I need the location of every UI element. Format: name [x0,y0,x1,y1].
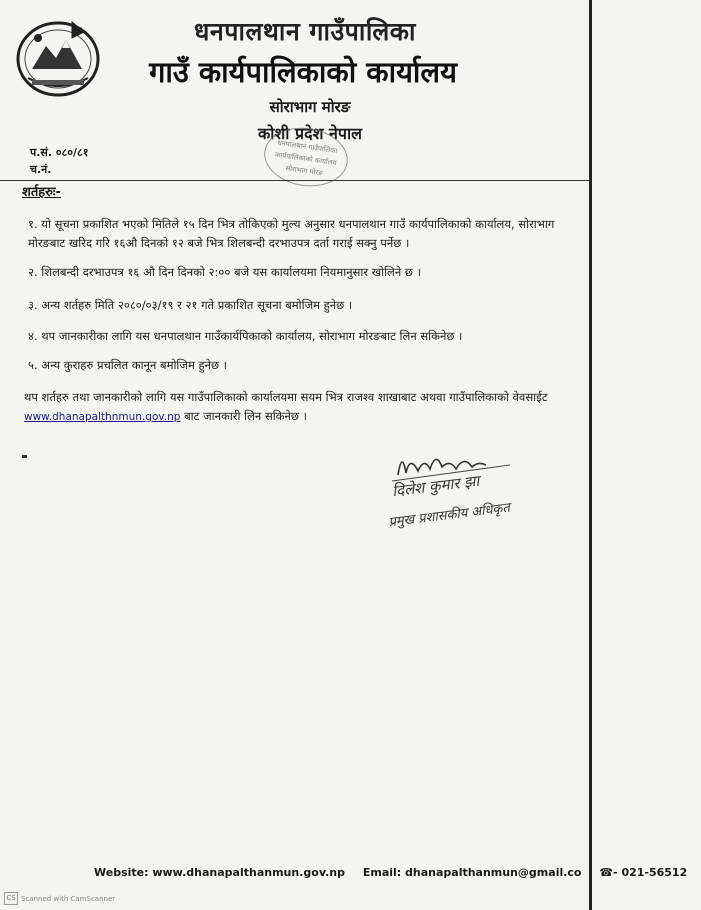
municipality-name: धनपालथान गाउँपालिका [194,17,416,46]
letter-number: प.सं. ०८०/८१ [30,146,89,159]
condition-item-1: १. यो सूचना प्रकाशित भएको मितिले १५ दिन भित्र तोकिएको मुल्य अनुसार धनपालथान गाउँ कार्यपालिकाको कार्यालय, सोराभाग मोरङबाट खरिद गरि १६औ दिनको १२ बजे भित्र शिलबन्दी दरभाउपत्र दर्ता गराई सक्नु पर्नेछ । [28,217,555,250]
scan-edge [589,0,592,910]
website-link[interactable]: www.dhanapalthnmun.gov.np [24,411,181,423]
closing-text-before: थप शर्तहरु तथा जानकारीको लागि यस गाउँपालिकाको कार्यालयमा सयम भित्र राजश्व शाखाबाट अथवा गाउँपालिकाको वेवसाईट [24,390,548,404]
margin-mark [22,455,27,458]
camscanner-logo-icon: CS [4,892,18,905]
handwritten-signature [390,445,560,555]
dispatch-number: च.नं. [30,163,52,176]
footer [94,866,688,879]
office-stamp: धनपालथान गाउँपालिका कार्यपालिकाको कार्यालय सोराभाग मोरङ [260,122,351,191]
location-line: सोराभाग मोरङ [269,98,351,116]
condition-item-2: २. शिलबन्दी दरभाउपत्र १६ औ दिन दिनको २:०० बजे यस कार्यालयमा नियमानुसार खोलिने छ । [28,265,421,279]
condition-item-3: ३. अन्य शर्तहरु मिति २०८०/०३/१९ र २१ गते प्रकाशित सूचना बमोजिम हुनेछ । [28,298,353,312]
closing-paragraph [24,388,580,427]
conditions-heading: शर्तहरुः- [22,185,61,200]
nepal-emblem-icon [12,14,104,100]
province-line: कोशी प्रदेश नेपाल [257,124,363,143]
signatory-name: दिलेश कुमार झा [391,471,481,501]
header-divider [0,180,592,181]
closing-text-after: बाट जानकारी लिन सकिनेछ । [184,409,308,423]
signatory-designation: प्रमुख प्रशासकीय अधिकृत [387,500,511,531]
footer-website: Website: www.dhanapalthanmun.gov.np [94,866,345,879]
scanner-text: Scanned with CamScanner [21,894,116,903]
footer-email: Email: dhanapalthanmun@gmail.co [362,866,582,879]
office-name: गाउँ कार्यपालिकाको कार्यालय [149,55,457,89]
condition-item-4: ४. थप जानकारीका लागि यस धनपालथान गाउँकार्यपिकाको कार्यालय, सोराभाग मोरङबाट लिन सकिनेछ । [28,329,463,343]
footer-phone: ☎- 021-56512 [599,866,688,879]
condition-item-5: ५. अन्य कुराहरु प्रचलित कानून बमोजिम हुनेछ । [28,358,228,372]
scanner-watermark [4,892,115,905]
